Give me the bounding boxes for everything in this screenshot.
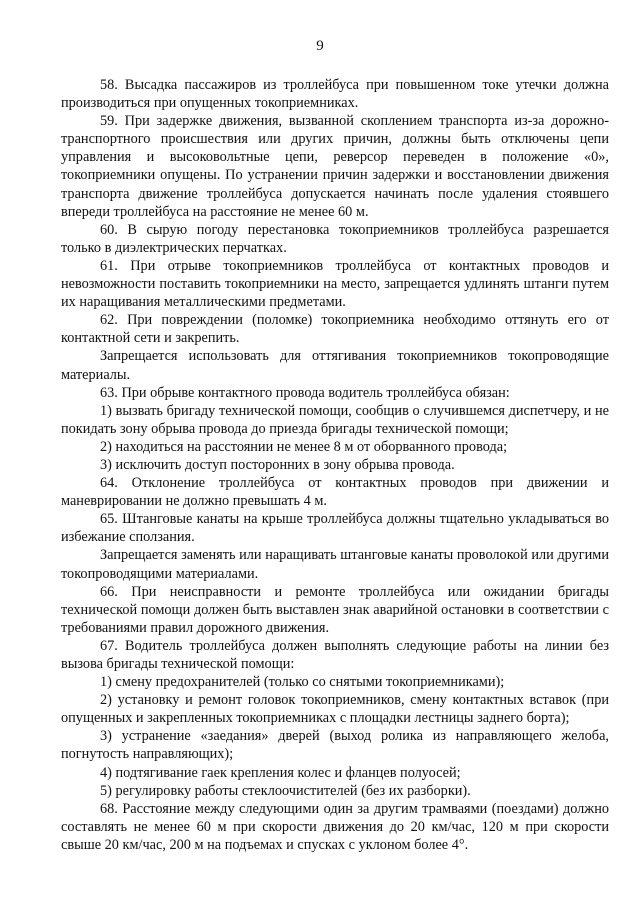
paragraph-66: 66. При неисправности и ремонте троллейбуса или ожидании бригады технической помощи должен быть выставлен знак аварийной остановки в соответствии с требованиями правил дорожного движения.: [61, 583, 609, 636]
list-item-67-4: 4) подтягивание гаек крепления колес и фланцев полуосей;: [100, 764, 461, 781]
paragraph-61: 61. При отрыве токоприемников троллейбуса от контактных проводов и невозможности поставить токоприемники на место, запрещается удлинять штанги путем их наращивания металлическими предметами.: [61, 257, 609, 311]
paragraph-65: 65. Штанговые канаты на крыше троллейбуса должны тщательно укладываться во избежание сползания.: [61, 511, 609, 546]
paragraph-65-prohibition: Запрещается заменять или наращивать штанговые канаты проволокой или другими токопроводящими материалами.: [61, 547, 609, 582]
paragraph-67: 67. Водитель троллейбуса должен выполнять следующие работы на линии без вызова бригады технической помощи:: [61, 637, 609, 672]
list-item-67-1: 1) смену предохранителей (только со снятыми токоприемниками);: [100, 674, 505, 691]
page-number: 9: [316, 38, 324, 54]
paragraph-60: 60. В сырую погоду перестановка токоприемников троллейбуса разрешается только в диэлектрических перчатках.: [61, 221, 609, 256]
list-item-67-5: 5) регулировку работы стеклоочистителей (без их разборки).: [100, 782, 471, 799]
paragraph-64: 64. Отклонение троллейбуса от контактных проводов при движении и маневрировании не должно превышать 4 м.: [61, 475, 609, 510]
paragraph-58: 58. Высадка пассажиров из троллейбуса при повышенном токе утечки должна производиться при опущенных токоприемниках.: [61, 77, 609, 112]
list-item-67-2: 2) установку и ремонт головок токоприемников, смену контактных вставок (при опущенных и закрепленных токоприемниках с площадки лестницы заднего борта);: [61, 692, 609, 727]
paragraph-63: 63. При обрыве контактного провода водитель троллейбуса обязан:: [100, 384, 510, 401]
paragraph-68: 68. Расстояние между следующими один за другим трамваями (поездами) должно составлять не менее 60 м при скорости движения до 20 км/час, 120 м при скорости свыше 20 км/час, 200 м на подъемах и спусках с уклоном более 4°.: [61, 800, 609, 853]
list-item-67-3: 3) устранение «заедания» дверей (выход ролика из направляющего желоба, погнутость направляющих);: [61, 728, 609, 763]
list-item-63-2: 2) находиться на расстоянии не менее 8 м от оборванного провода;: [100, 438, 508, 455]
paragraph-62-prohibition: Запрещается использовать для оттягивания токоприемников токопроводящие материалы.: [61, 348, 609, 383]
paragraph-59: 59. При задержке движения, вызванной скоплением транспорта из-за дорожно-транспортного происшествия или других причин, должны быть отключены цепи управления и высоковольтные цепи, реверсор переведен в положение «0», токоприемники опущены. По устранении причин задержки и восстановлении движения транспорта движение троллейбуса допускается начинать после удаления стоявшего впереди троллейбуса на расстояние не менее 60 м.: [61, 113, 609, 220]
list-item-63-1: 1) вызвать бригаду технической помощи, сообщив о случившемся диспетчеру, и не покидать зону обрыва провода до приезда бригады технической помощи;: [61, 402, 609, 437]
document-body: [61, 76, 609, 854]
list-item-63-3: 3) исключить доступ посторонних в зону обрыва провода.: [100, 456, 455, 473]
paragraph-62: 62. При повреждении (поломке) токоприемника необходимо оттянуть его от контактной сети и закрепить.: [61, 312, 609, 347]
